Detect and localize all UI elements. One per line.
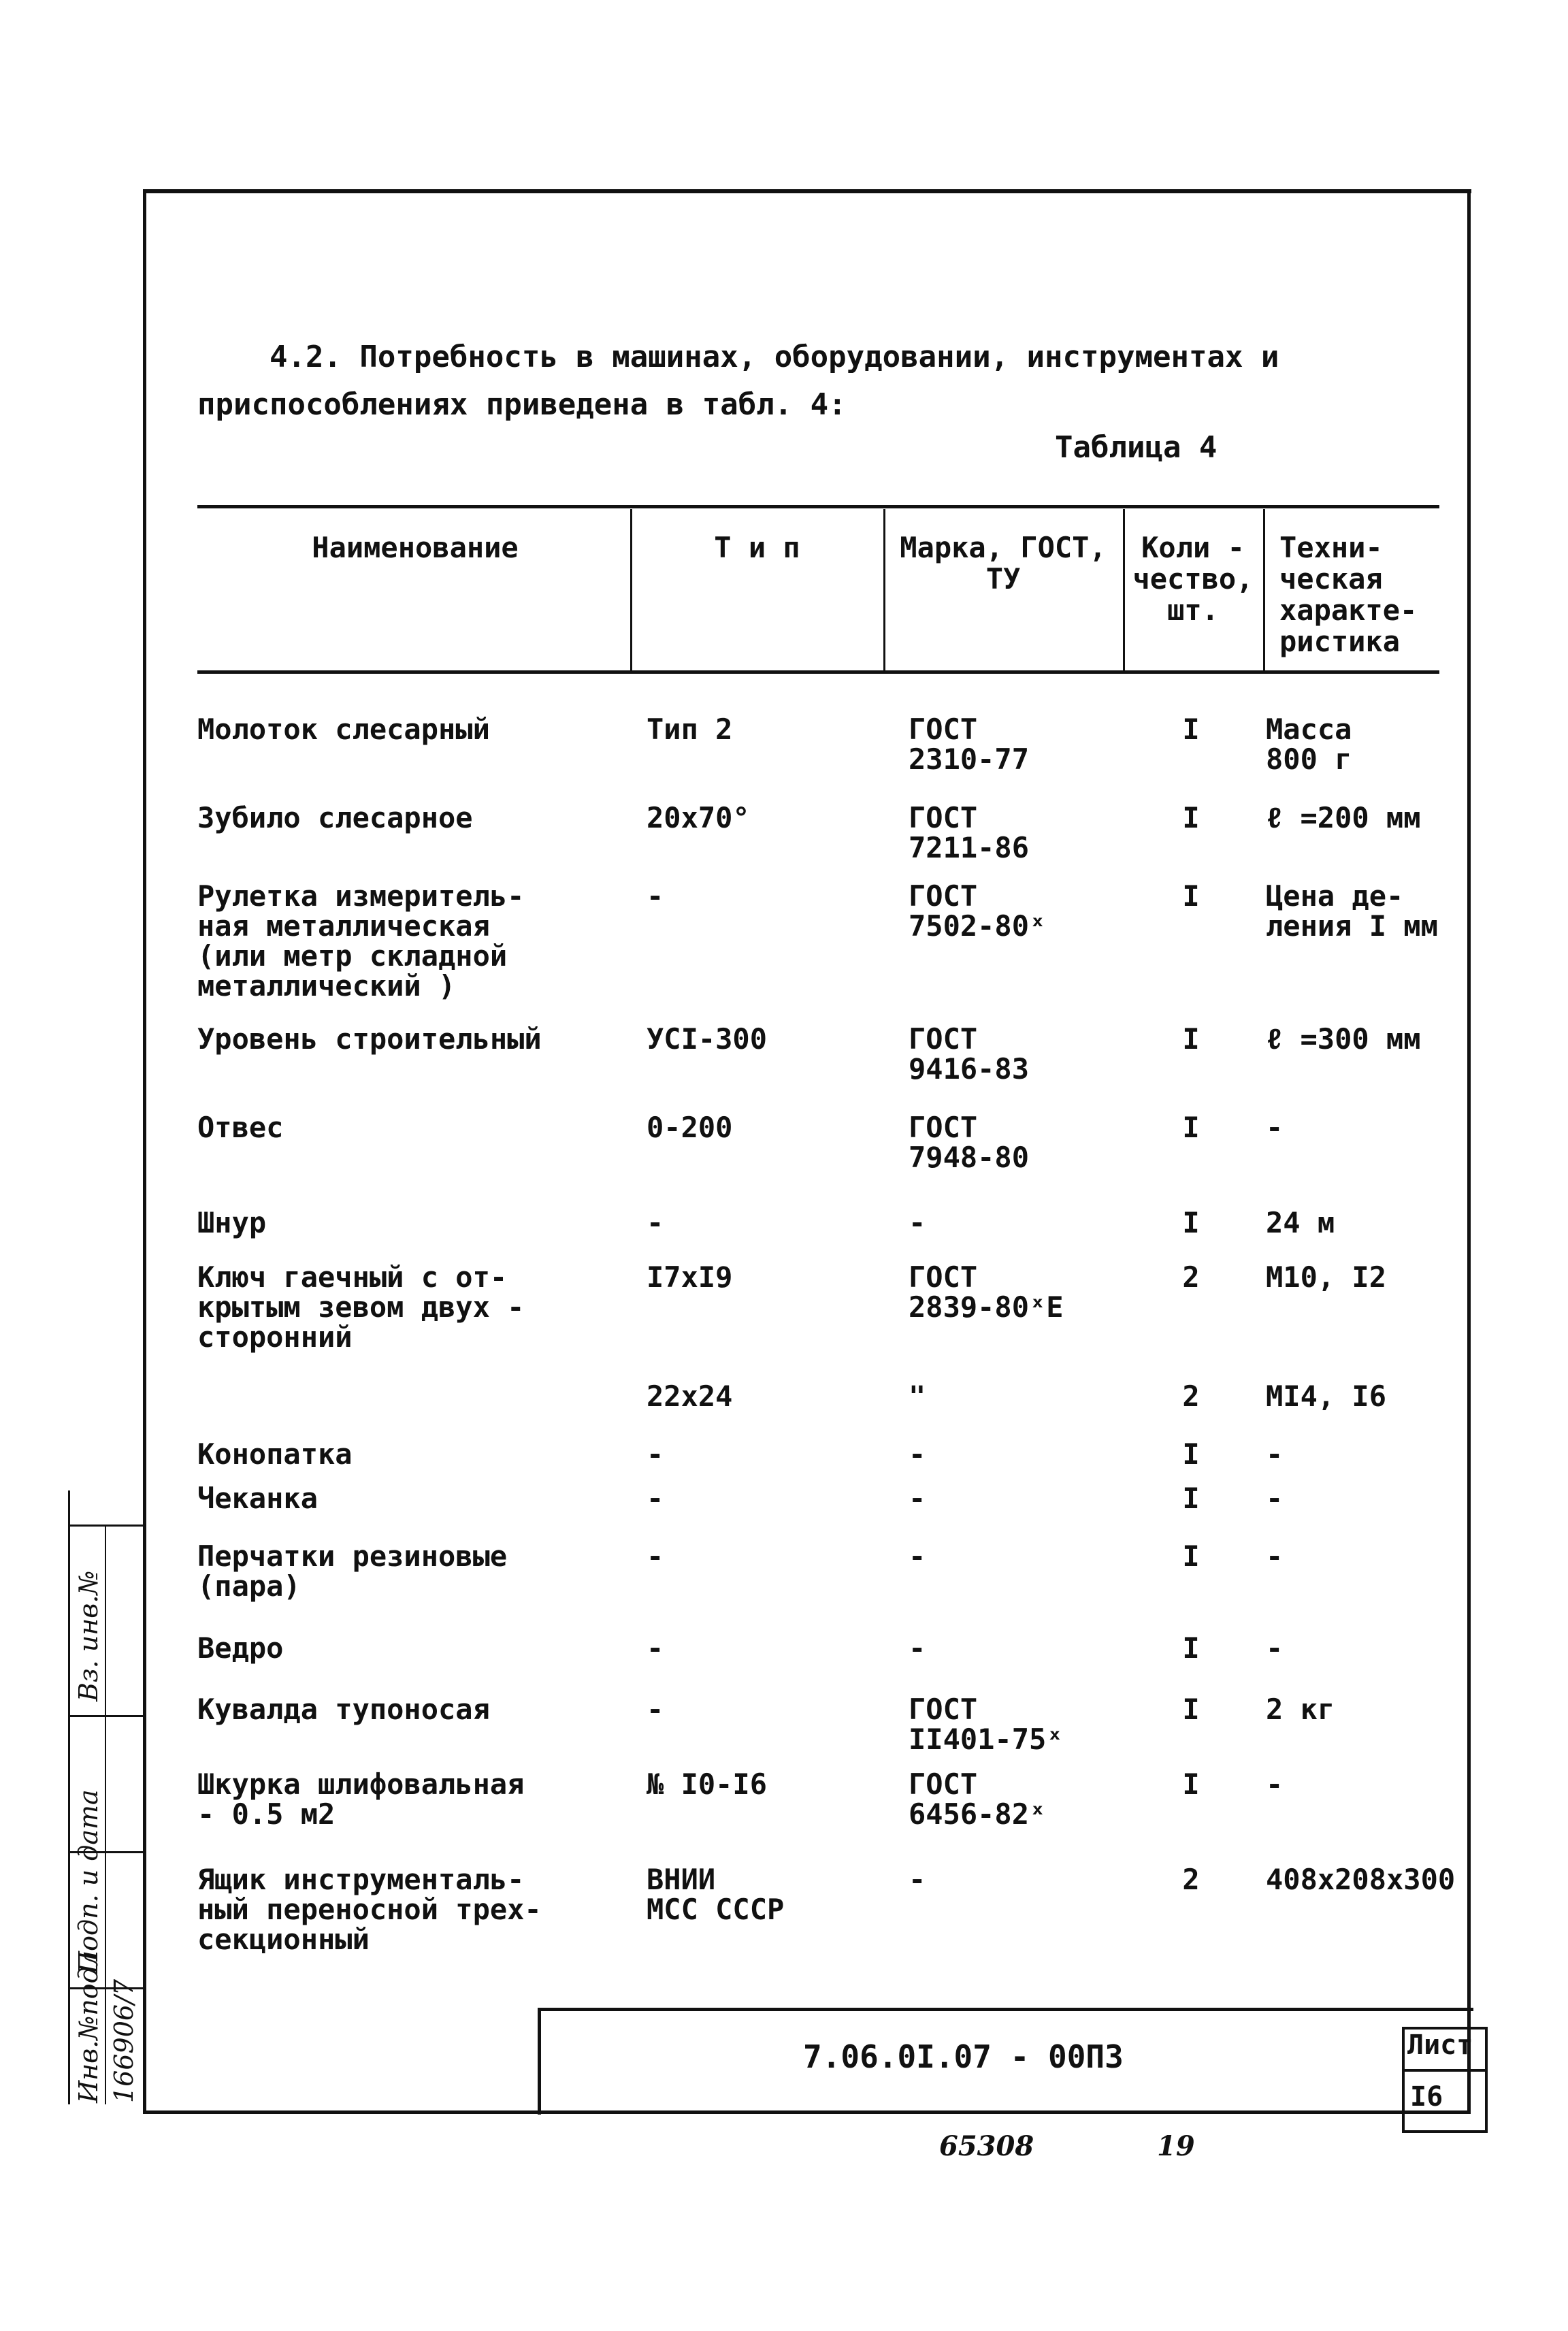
row-6-brand: - [909,1206,926,1239]
row-10-name: Чеканка [197,1482,318,1515]
row-11-name: Перчатки резиновые (пара) [197,1539,508,1603]
row-8-tech: МI4, I6 [1266,1380,1387,1413]
row-14-tech: - [1266,1767,1284,1801]
row-3-name: Рулетка измеритель- ная металлическая (или метр складной металлический ) [197,879,525,1003]
replacement-inventory-label: Вз. инв.№ [74,1570,103,1701]
row-4-qty: I [1182,1022,1200,1056]
row-8-brand: " [909,1380,926,1413]
row-2-brand: ГОСТ 7211-86 [909,801,1030,864]
row-12-brand: - [909,1631,926,1665]
row-6-type: - [647,1206,664,1239]
document-code: 7.06.0I.07 - 00ПЗ [803,2038,1124,2075]
intro-line-2: приспособлениях приведена в табл. 4: [197,387,847,422]
row-6-name: Шнур [197,1206,267,1239]
row-1-tech: Масса 800 г [1266,713,1352,776]
row-13-brand: ГОСТ II401-75ˣ [909,1693,1064,1756]
row-13-qty: I [1182,1693,1200,1726]
inventory-label: Инв.№подл [74,1951,103,2103]
row-11-tech: - [1266,1539,1284,1573]
row-1-qty: I [1182,713,1200,746]
row-3-type: - [647,879,664,913]
row-15-tech: 408х208х300 [1266,1863,1456,1896]
header-type: Т и п [714,531,800,564]
row-14-qty: I [1182,1767,1200,1801]
sheet-label: Лист [1407,2030,1473,2061]
intro-line-1: 4.2. Потребность в машинах, оборудовании, инструментах и [197,340,1279,374]
row-1-brand: ГОСТ 2310-77 [909,713,1030,776]
row-8-type: 22х24 [647,1380,733,1413]
header-divider-4 [1263,509,1265,670]
row-3-tech: Цена де- ления I мм [1266,879,1438,943]
row-7-type: I7хI9 [647,1260,733,1294]
header-brand: Марка, ГОСТ, ТУ [900,531,1107,596]
row-9-type: - [647,1437,664,1471]
row-4-name: Уровень строительный [197,1022,542,1056]
row-11-qty: I [1182,1539,1200,1573]
row-3-brand: ГОСТ 7502-80ˣ [909,879,1047,943]
row-2-tech: ℓ =200 мм [1266,801,1421,834]
row-10-tech: - [1266,1482,1284,1515]
row-4-tech: ℓ =300 мм [1266,1022,1421,1056]
row-14-brand: ГОСТ 6456-82ˣ [909,1767,1047,1831]
table-header-bottom-rule [197,670,1439,674]
row-13-tech: 2 кг [1266,1693,1335,1726]
row-9-name: Конопатка [197,1437,353,1471]
inventory-number: 166906/7 [109,1978,139,2103]
row-13-name: Кувалда тупоносая [197,1693,490,1726]
frame-right-border [1467,189,1471,2113]
sheet-number: I6 [1410,2081,1443,2113]
row-3-qty: I [1182,879,1200,913]
row-6-qty: I [1182,1206,1200,1239]
row-12-qty: I [1182,1631,1200,1665]
row-5-name: Отвес [197,1111,284,1144]
row-2-type: 20х70° [647,801,750,834]
row-7-brand: ГОСТ 2839-80ˣЕ [909,1260,1064,1324]
row-11-brand: - [909,1539,926,1573]
row-14-type: № I0-I6 [647,1767,768,1801]
strip-inner-divider [105,1525,106,2104]
row-2-qty: I [1182,801,1200,834]
row-10-brand: - [909,1482,926,1515]
table-caption: Таблица 4 [1055,430,1218,465]
header-divider-2 [883,509,885,670]
row-11-type: - [647,1539,664,1573]
row-7-name: Ключ гаечный с от- крытым зевом двух - сторонний [197,1260,525,1354]
row-1-type: Тип 2 [647,713,733,746]
header-divider-1 [630,509,632,670]
header-divider-3 [1123,509,1125,670]
row-4-brand: ГОСТ 9416-83 [909,1022,1030,1086]
row-12-type: - [647,1631,664,1665]
row-9-brand: - [909,1437,926,1471]
row-12-tech: - [1266,1631,1284,1665]
row-10-type: - [647,1482,664,1515]
row-15-type: ВНИИ МСС СССР [647,1863,785,1926]
frame-top-border [143,189,1471,193]
row-15-name: Ящик инструменталь- ный переносной трех- секционный [197,1863,542,1956]
row-10-qty: I [1182,1482,1200,1515]
signature-date-label: Подп. и дата [74,1789,103,1974]
row-9-tech: - [1266,1437,1284,1471]
row-6-tech: 24 м [1266,1206,1335,1239]
row-9-qty: I [1182,1437,1200,1471]
row-15-brand: - [909,1863,926,1896]
row-1-name: Молоток слесарный [197,713,490,746]
row-12-name: Ведро [197,1631,284,1665]
row-5-qty: I [1182,1111,1200,1144]
row-7-qty: 2 [1182,1260,1200,1294]
row-5-tech: - [1266,1111,1284,1144]
row-4-type: УСI-300 [647,1022,768,1056]
row-8-qty: 2 [1182,1380,1200,1413]
row-14-name: Шкурка шлифовальная - 0.5 м2 [197,1767,525,1831]
row-5-type: 0-200 [647,1111,733,1144]
row-2-name: Зубило слесарное [197,801,473,834]
row-15-qty: 2 [1182,1863,1200,1896]
header-tech: Техни- ческая характе- ристика [1279,531,1418,658]
table-header-top-rule [197,505,1439,508]
header-qty: Коли - чество, шт. [1132,531,1254,627]
page-handwritten-number: 19 [1157,2130,1195,2162]
archive-number: 65308 [939,2130,1034,2162]
row-7-tech: М10, I2 [1266,1260,1387,1294]
row-5-brand: ГОСТ 7948-80 [909,1111,1030,1174]
row-13-type: - [647,1693,664,1726]
header-name: Наименование [312,531,519,564]
